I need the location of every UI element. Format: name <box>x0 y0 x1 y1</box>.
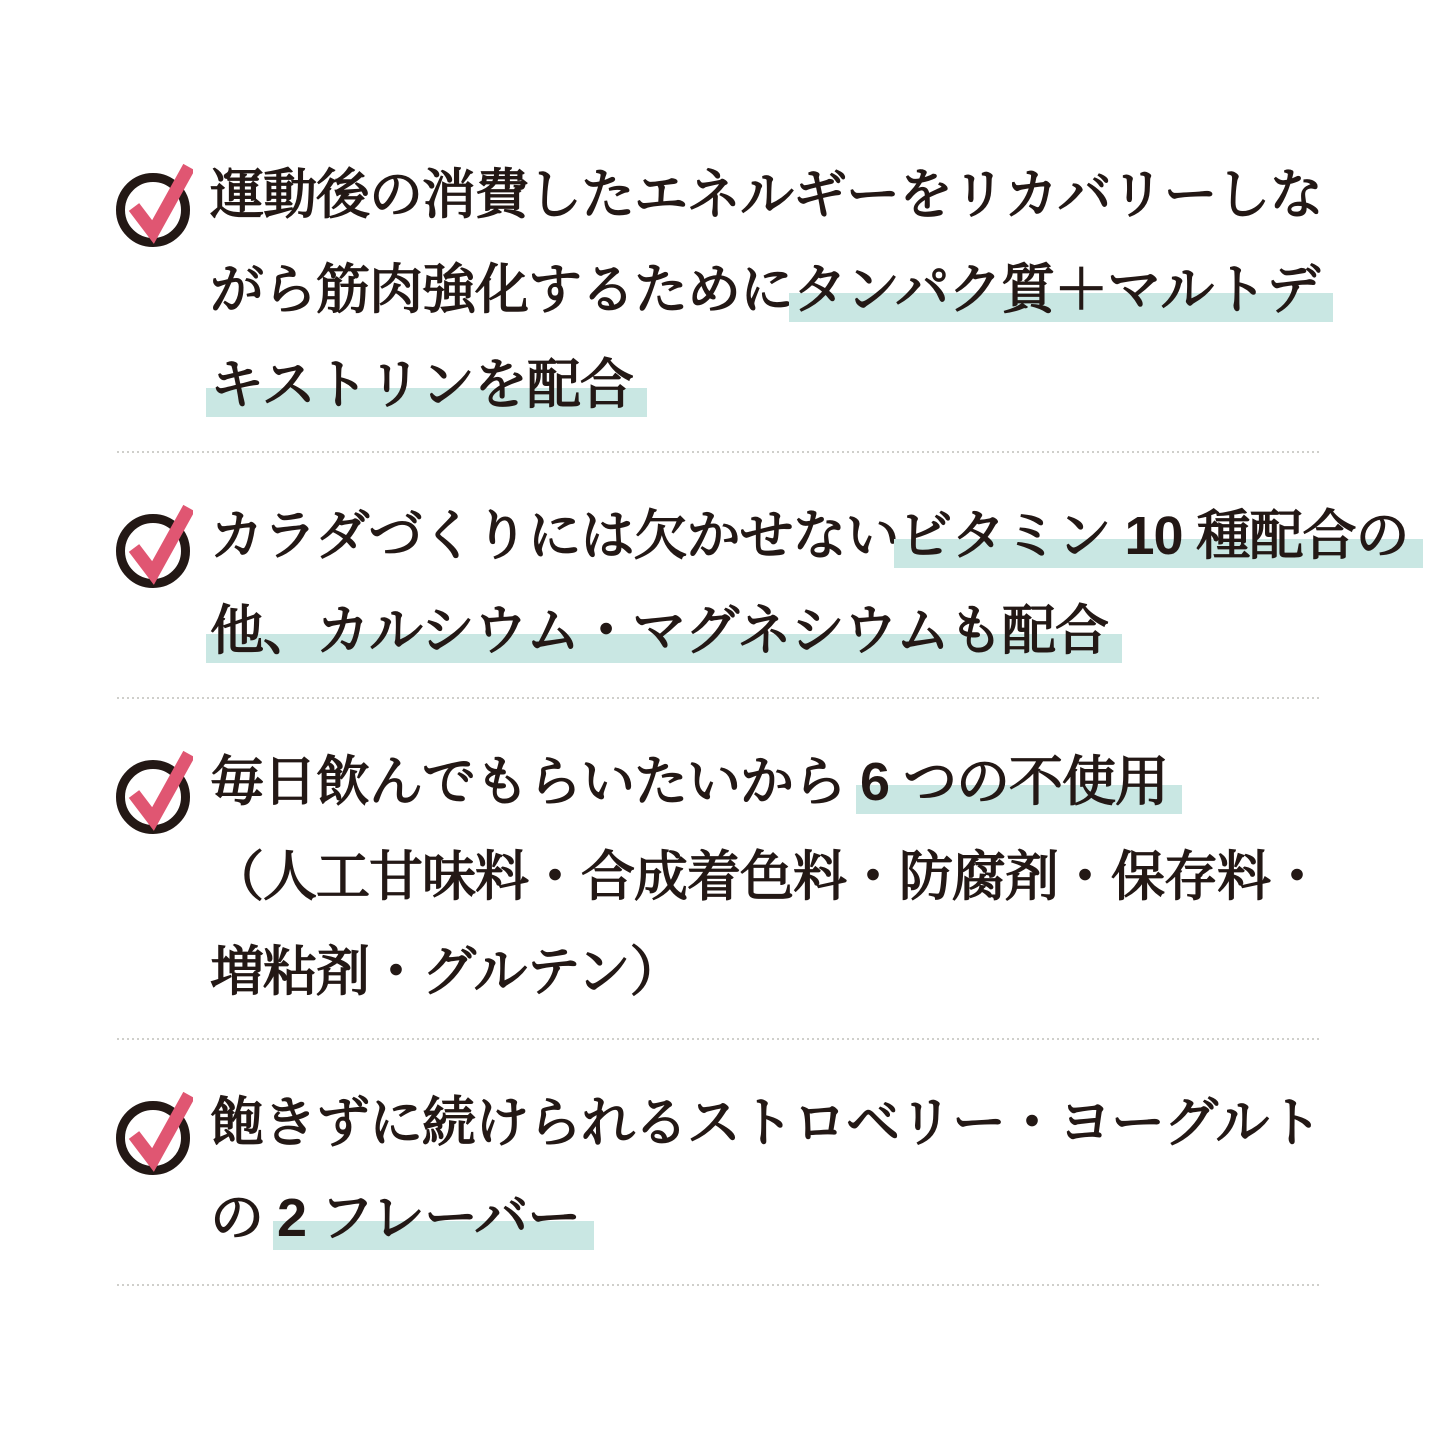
highlighted-text: 他、カルシウム・マグネシウムも配合 <box>210 601 1109 661</box>
text-line <box>210 830 1323 925</box>
item-text <box>210 148 1322 433</box>
highlighted-text: キストリンを配合 <box>210 355 633 415</box>
text-line <box>210 243 1322 338</box>
text-line <box>210 584 1409 679</box>
divider <box>117 697 1320 699</box>
item-text <box>210 1076 1321 1266</box>
text-line <box>210 148 1322 243</box>
text-line <box>210 338 1322 433</box>
list-item <box>115 148 1345 433</box>
text-line <box>210 1076 1321 1171</box>
list-item <box>115 489 1409 679</box>
plain-text: の <box>210 1188 278 1248</box>
feature-list <box>115 148 1409 1322</box>
text-line <box>210 489 1409 584</box>
item-text <box>210 735 1323 1020</box>
highlighted-text: 6 つの不使用 <box>860 752 1169 812</box>
plain-text: がら筋肉強化するために <box>210 260 793 320</box>
plain-text: （人工甘味料・合成着色料・防腐剤・保存料・ <box>210 847 1323 907</box>
highlighted-text: タンパク質＋マルトデ <box>793 260 1320 320</box>
check-circle-icon <box>115 504 193 588</box>
plain-text: 毎日飲んでもらいたいから <box>210 752 861 812</box>
plain-text: カラダづくりには欠かせない <box>210 506 899 566</box>
divider <box>117 451 1320 453</box>
check-circle-icon <box>115 163 193 247</box>
text-line <box>210 925 1323 1020</box>
check-circle-icon <box>115 1091 193 1175</box>
highlighted-text: 2 フレーバー <box>277 1188 581 1248</box>
plain-text: 運動後の消費したエネルギーをリカバリーしな <box>210 165 1323 225</box>
plain-text: 飽きずに続けられるストロベリー・ヨーグルト <box>210 1093 1322 1153</box>
text-line <box>210 1171 1321 1266</box>
item-text <box>210 489 1409 679</box>
divider <box>117 1038 1320 1040</box>
plain-text: 増粘剤・グルテン） <box>210 942 683 1002</box>
list-item <box>115 735 1345 1020</box>
text-line <box>210 735 1323 830</box>
check-circle-icon <box>115 750 193 834</box>
list-item <box>115 1076 1345 1266</box>
highlighted-text: ビタミン 10 種配合の <box>898 506 1409 566</box>
divider <box>117 1284 1320 1286</box>
